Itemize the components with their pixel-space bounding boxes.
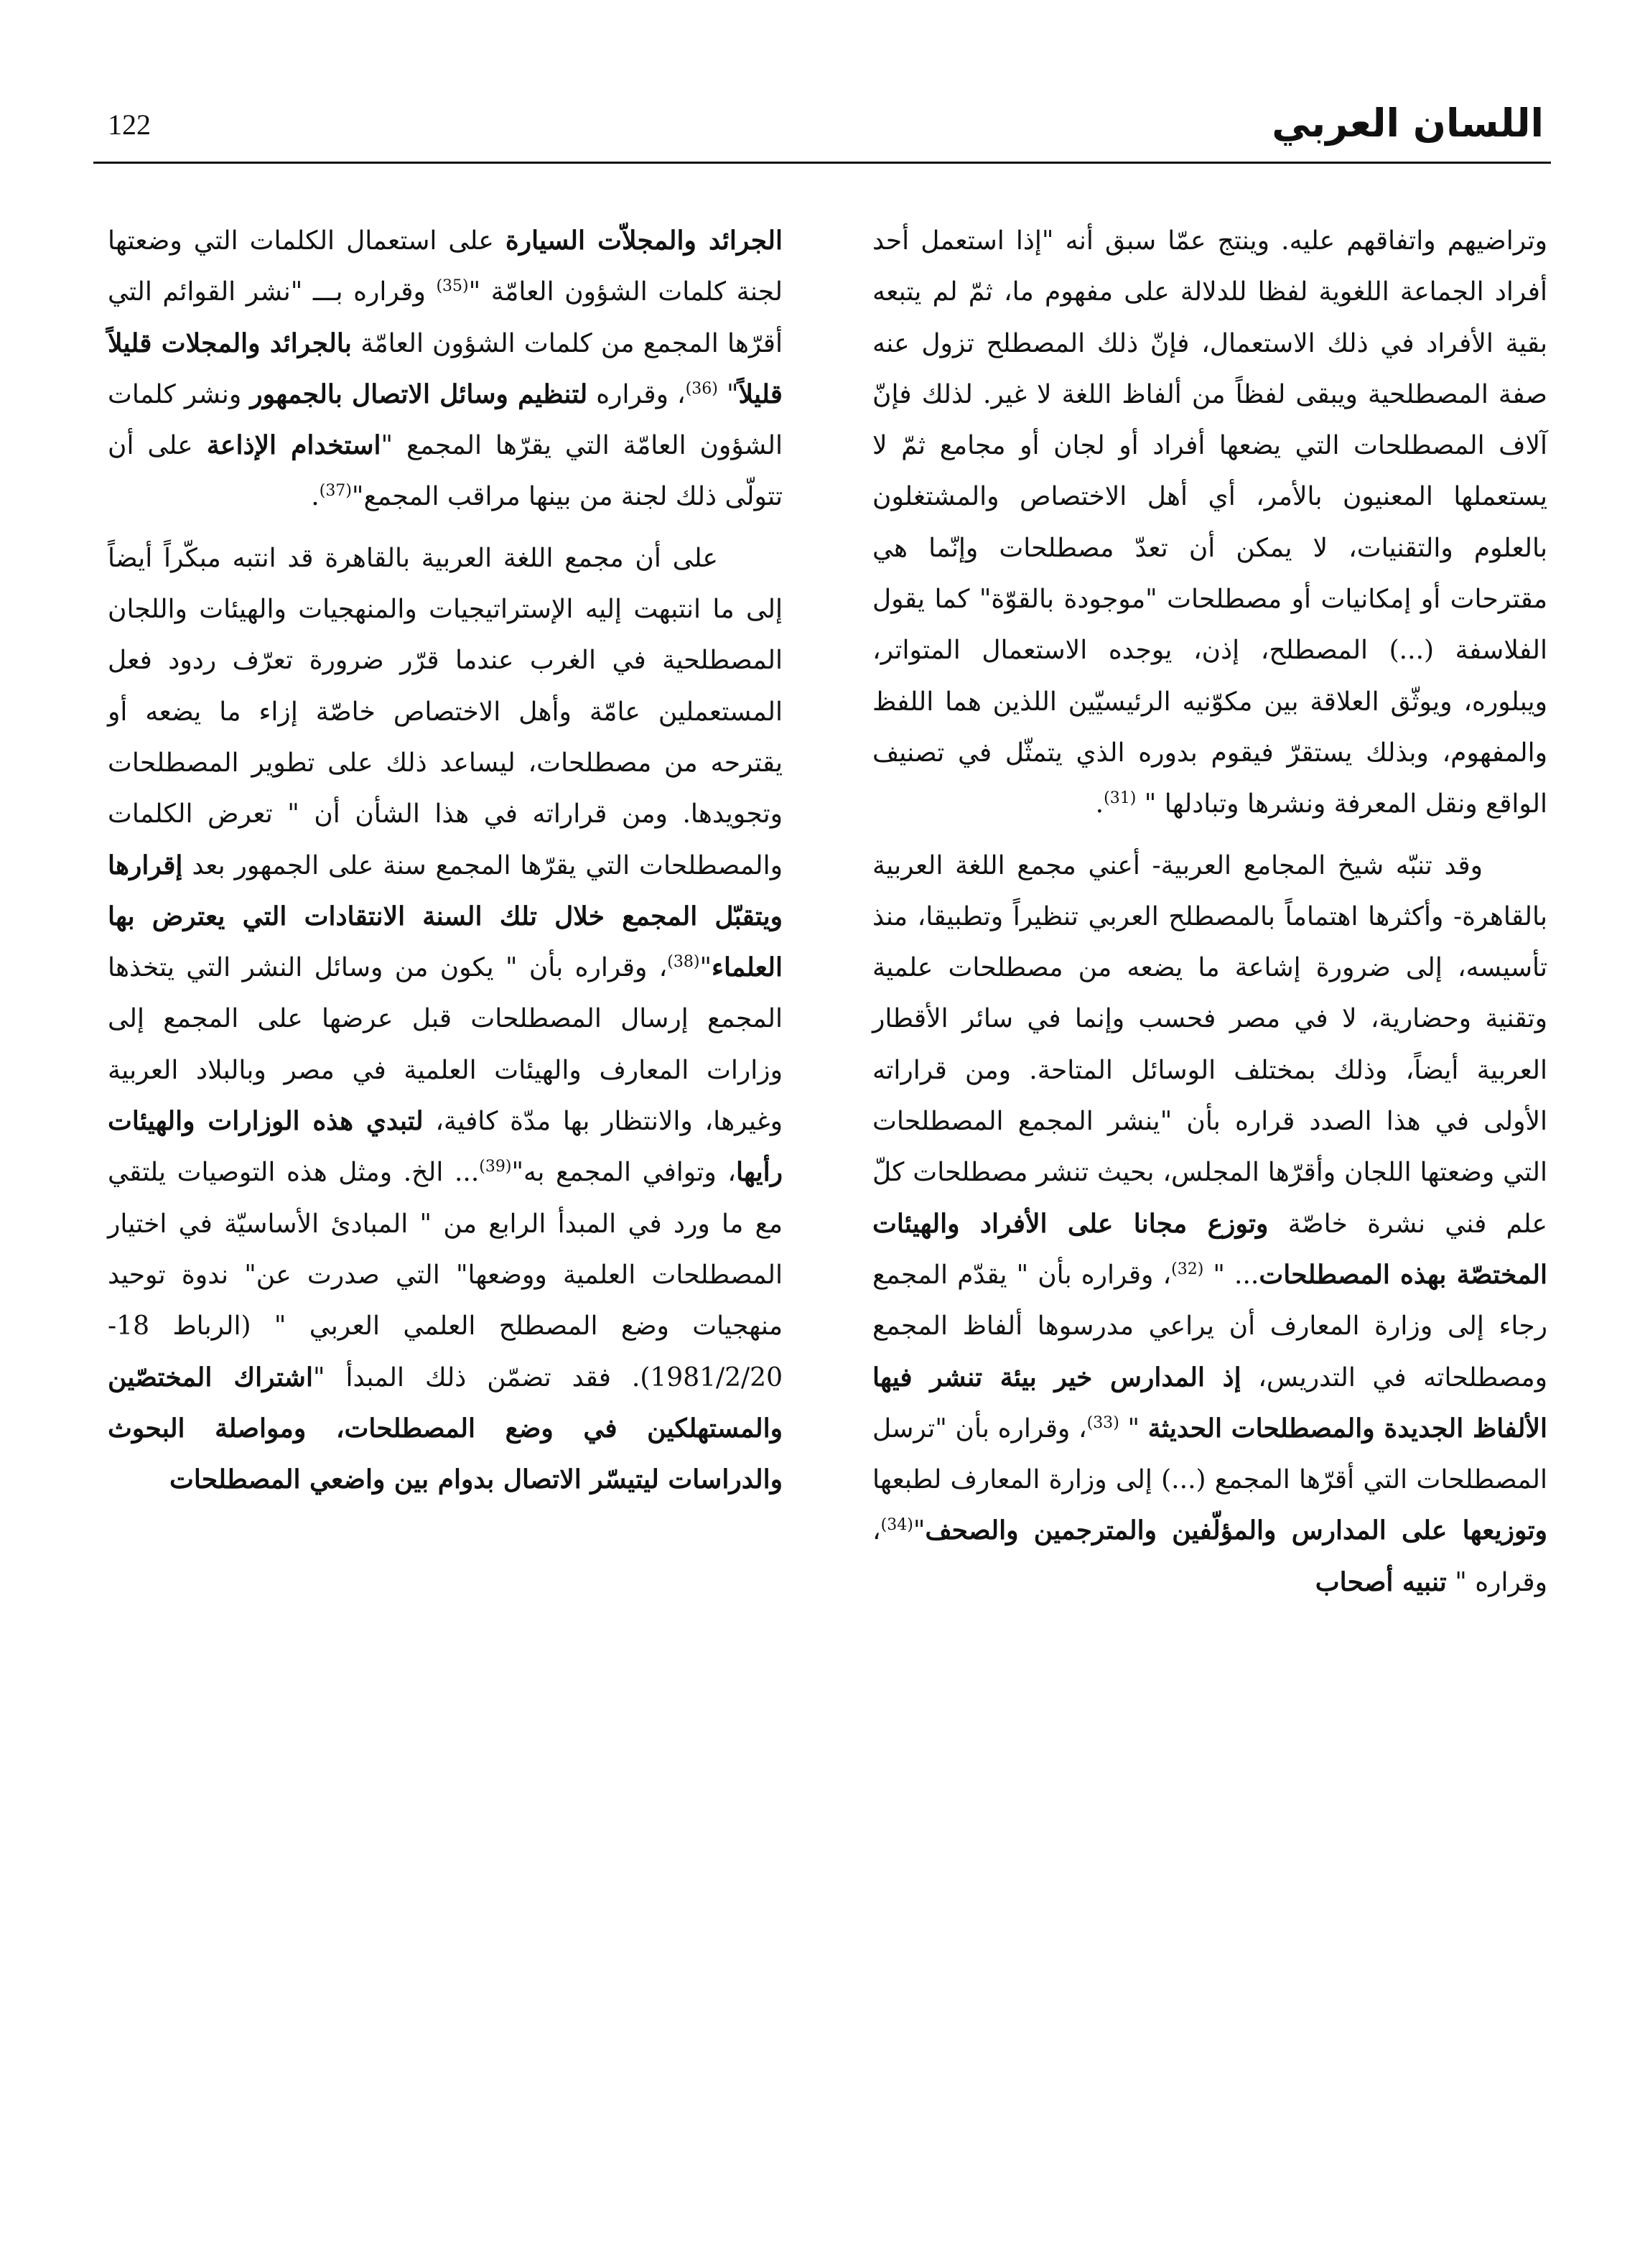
text-segment: ونشر كلمات الشؤون العامّة التي يقرّها المجمع " [108, 379, 783, 461]
text-segment: وقد تنبّه شيخ المجامع العربية- أعني مجمع اللغة العربية بالقاهرة- وأكثرها اهتماماً بالمصطلح العربي تنظيراً وتطبيقا، منذ تأسيسه، إلى ضرورة إشاعة ما يضعه من مصطلحات علمية وتقنية وحضارية، لا في مصر فحسب وإنما في سائر الأقطار العربية أيضاً، وذلك بمختلف الوسائل المتاحة. ومن قراراته الأولى في هذا الصدد قراره بأن "ينشر المجمع المصطلحات التي وضعتها اللجان وأقرّها المجلس، بحيث تنشر مصطلحات كلّ علم فني نشرة خاصّة [872, 850, 1548, 1239]
text-segment: ... " [1203, 1260, 1259, 1290]
bold-text: لتنظيم وسائل الاتصال بالجمهور [250, 378, 588, 409]
text-segment: ، وتوافي المجمع به" [511, 1158, 737, 1188]
text-segment: ، وقراره [587, 379, 686, 409]
text-segment: وقراره بـــ "نشر القوائم التي أقرّها المجمع من كلمات الشؤون العامّة [108, 277, 783, 358]
text-segment: وتراضيهم واتفاقهم عليه. وينتج عمّا سبق أنه "إذا استعمل أحد أفراد الجماعة اللغوية لفظا للدلالة على مفهوم ما، ثمّ لم يتبعه بقية الأفراد في ذلك الاستعمال، فإنّ ذلك المصطلح تزول عنه صفة المصطلحية ويبقى لفظاً من ألفاظ اللغة لا غير. لذلك فإنّ آلاف المصطلحات التي يضعها أفراد أو لجان أو مجامع ثمّ لا يستعملها المعنيون بالأمر، أي أهل الاختصاص والمشتغلون بالعلوم والتقنيات، لا يمكن أن تعدّ مصطلحات وإنّما هي مقترحات أو إمكانيات أو مصطلحات "موجودة بالقوّة" كما يقول الفلاسفة (...) المصطلح، إذن، يوجده الاستعمال المتواتر، ويبلوره، ويوثّق العلاقة بين مكوّنيه الرئيسيّين اللذين هما اللفظ والمفهوم، وبذلك يستقرّ فيقوم بدوره الذي يتمثّل في تصنيف الواقع ونقل المعرفة ونشرها وتبادلها " [872, 226, 1547, 819]
page-header [108, 93, 1544, 172]
text-segment: " [913, 1516, 926, 1546]
text-segment: على استعمال الكلمات التي وضعتها لجنة كلمات الشؤون العامّة " [108, 226, 783, 307]
paragraph [108, 533, 783, 1506]
bold-text: استخدام الإذاعة [206, 430, 381, 461]
bold-text: إقرارها ويتقبّل المجمع خلال تلك السنة الانتقادات التي يعترض بها العلماء [108, 850, 783, 983]
footnote-ref: (33) [1086, 1413, 1119, 1432]
bold-text: وتوزع مجانا على الأفراد والهيئات المختصّة بهذه المصطلحات [872, 1208, 1548, 1290]
footnote-ref: (34) [880, 1516, 913, 1535]
footnote-ref: (36) [685, 379, 718, 398]
journal-title-logo: اللسان العربي [1272, 101, 1544, 146]
header-rule [93, 162, 1551, 164]
right-column [872, 215, 1547, 1608]
text-segment: " [699, 953, 712, 983]
text-segment: ... الخ. ومثل هذه التوصيات يلتقي مع ما ورد في المبدأ الرابع من " المبادئ الأساسيّة في اختيار المصطلحات العلمية ووضعها" التي صدرت عن" ندوة توحيد منهجيات وضع المصطلح العلمي العربي " (الرباط 18-1981/2/20). فقد تضمّن ذلك المبدأ " [108, 1158, 783, 1393]
footnote-ref: (37) [319, 482, 352, 501]
text-segment: . [311, 482, 320, 512]
bold-text: اشتراك المختصّين والمستهلكين في وضع المصطلحات، ومواصلة البحوث والدراسات ليتيسّر الاتصال بدوام بين واضعي المصطلحات [108, 1362, 783, 1495]
bold-text: بالجرائد والمجلات قليلاً قليلاً [108, 327, 783, 409]
text-segment: . [1095, 789, 1104, 819]
text-segment: على أن مجمع اللغة العربية بالقاهرة قد انتبه مبكّراً أيضاً إلى ما انتبهت إليه الإستراتيجيات والمنهجيات والهيئات واللجان المصطلحية في الغرب عندما قرّر ضرورة تعرّف ردود فعل المستعملين عامّة وأهل الاختصاص خاصّة إزاء ما يضعه أو يقترحه من مصطلحات، ليساعد ذلك على تطوير المصطلحات وتجويدها. ومن قراراته في هذا الشأن أن " تعرض الكلمات والمصطلحات التي يقرّها المجمع سنة على الجمهور بعد [108, 543, 783, 880]
footnote-ref: (38) [667, 953, 700, 972]
text-segment: ، وقراره بأن " يكون من وسائل النشر التي يتخذها المجمع إرسال المصطلحات قبل عرضها على المجمع إلى وزارات المعارف والهيئات العلمية في مصر وبالبلاد العربية وغيرها، والانتظار بها مدّة كافية، [108, 953, 783, 1137]
bold-text: تنبيه أصحاب [1315, 1566, 1447, 1597]
page-number: 122 [108, 108, 151, 141]
bold-text: الجرائد والمجلاّت السيارة [505, 226, 783, 256]
bold-text: وتوزيعها على المدارس والمؤلّفين والمترجمين والصحف [925, 1515, 1547, 1546]
text-segment: ، وقراره " [872, 1516, 1547, 1597]
footnote-ref: (31) [1104, 789, 1137, 808]
left-column [108, 215, 783, 1505]
footnote-ref: (32) [1171, 1260, 1204, 1278]
text-segment: " [717, 379, 739, 409]
paragraph [872, 215, 1547, 830]
text-segment: ، وقراره بأن "ترسل المصطلحات التي أقرّها المجمع (...) إلى وزارة المعارف لطبعها [872, 1413, 1547, 1495]
footnote-ref: (35) [436, 277, 469, 296]
footnote-ref: (39) [479, 1158, 512, 1176]
text-segment: ، وقراره بأن " يقدّم المجمع رجاء إلى وزارة المعارف أن يراعي مدرسوها ألفاظ المجمع ومصطلحاته في التدريس، [872, 1260, 1548, 1393]
text-segment: " [1119, 1413, 1148, 1444]
paragraph [872, 840, 1547, 1608]
bold-text: لتبدي هذه الوزارات والهيئات رأيها [108, 1106, 783, 1188]
bold-text: إذ المدارس خير بيئة تنشر فيها الألفاظ الجديدة والمصطلحات الحديثة [872, 1362, 1547, 1444]
text-segment: على أن تتولّى ذلك لجنة من بينها مراقب المجمع" [108, 431, 783, 512]
paragraph [108, 215, 783, 523]
